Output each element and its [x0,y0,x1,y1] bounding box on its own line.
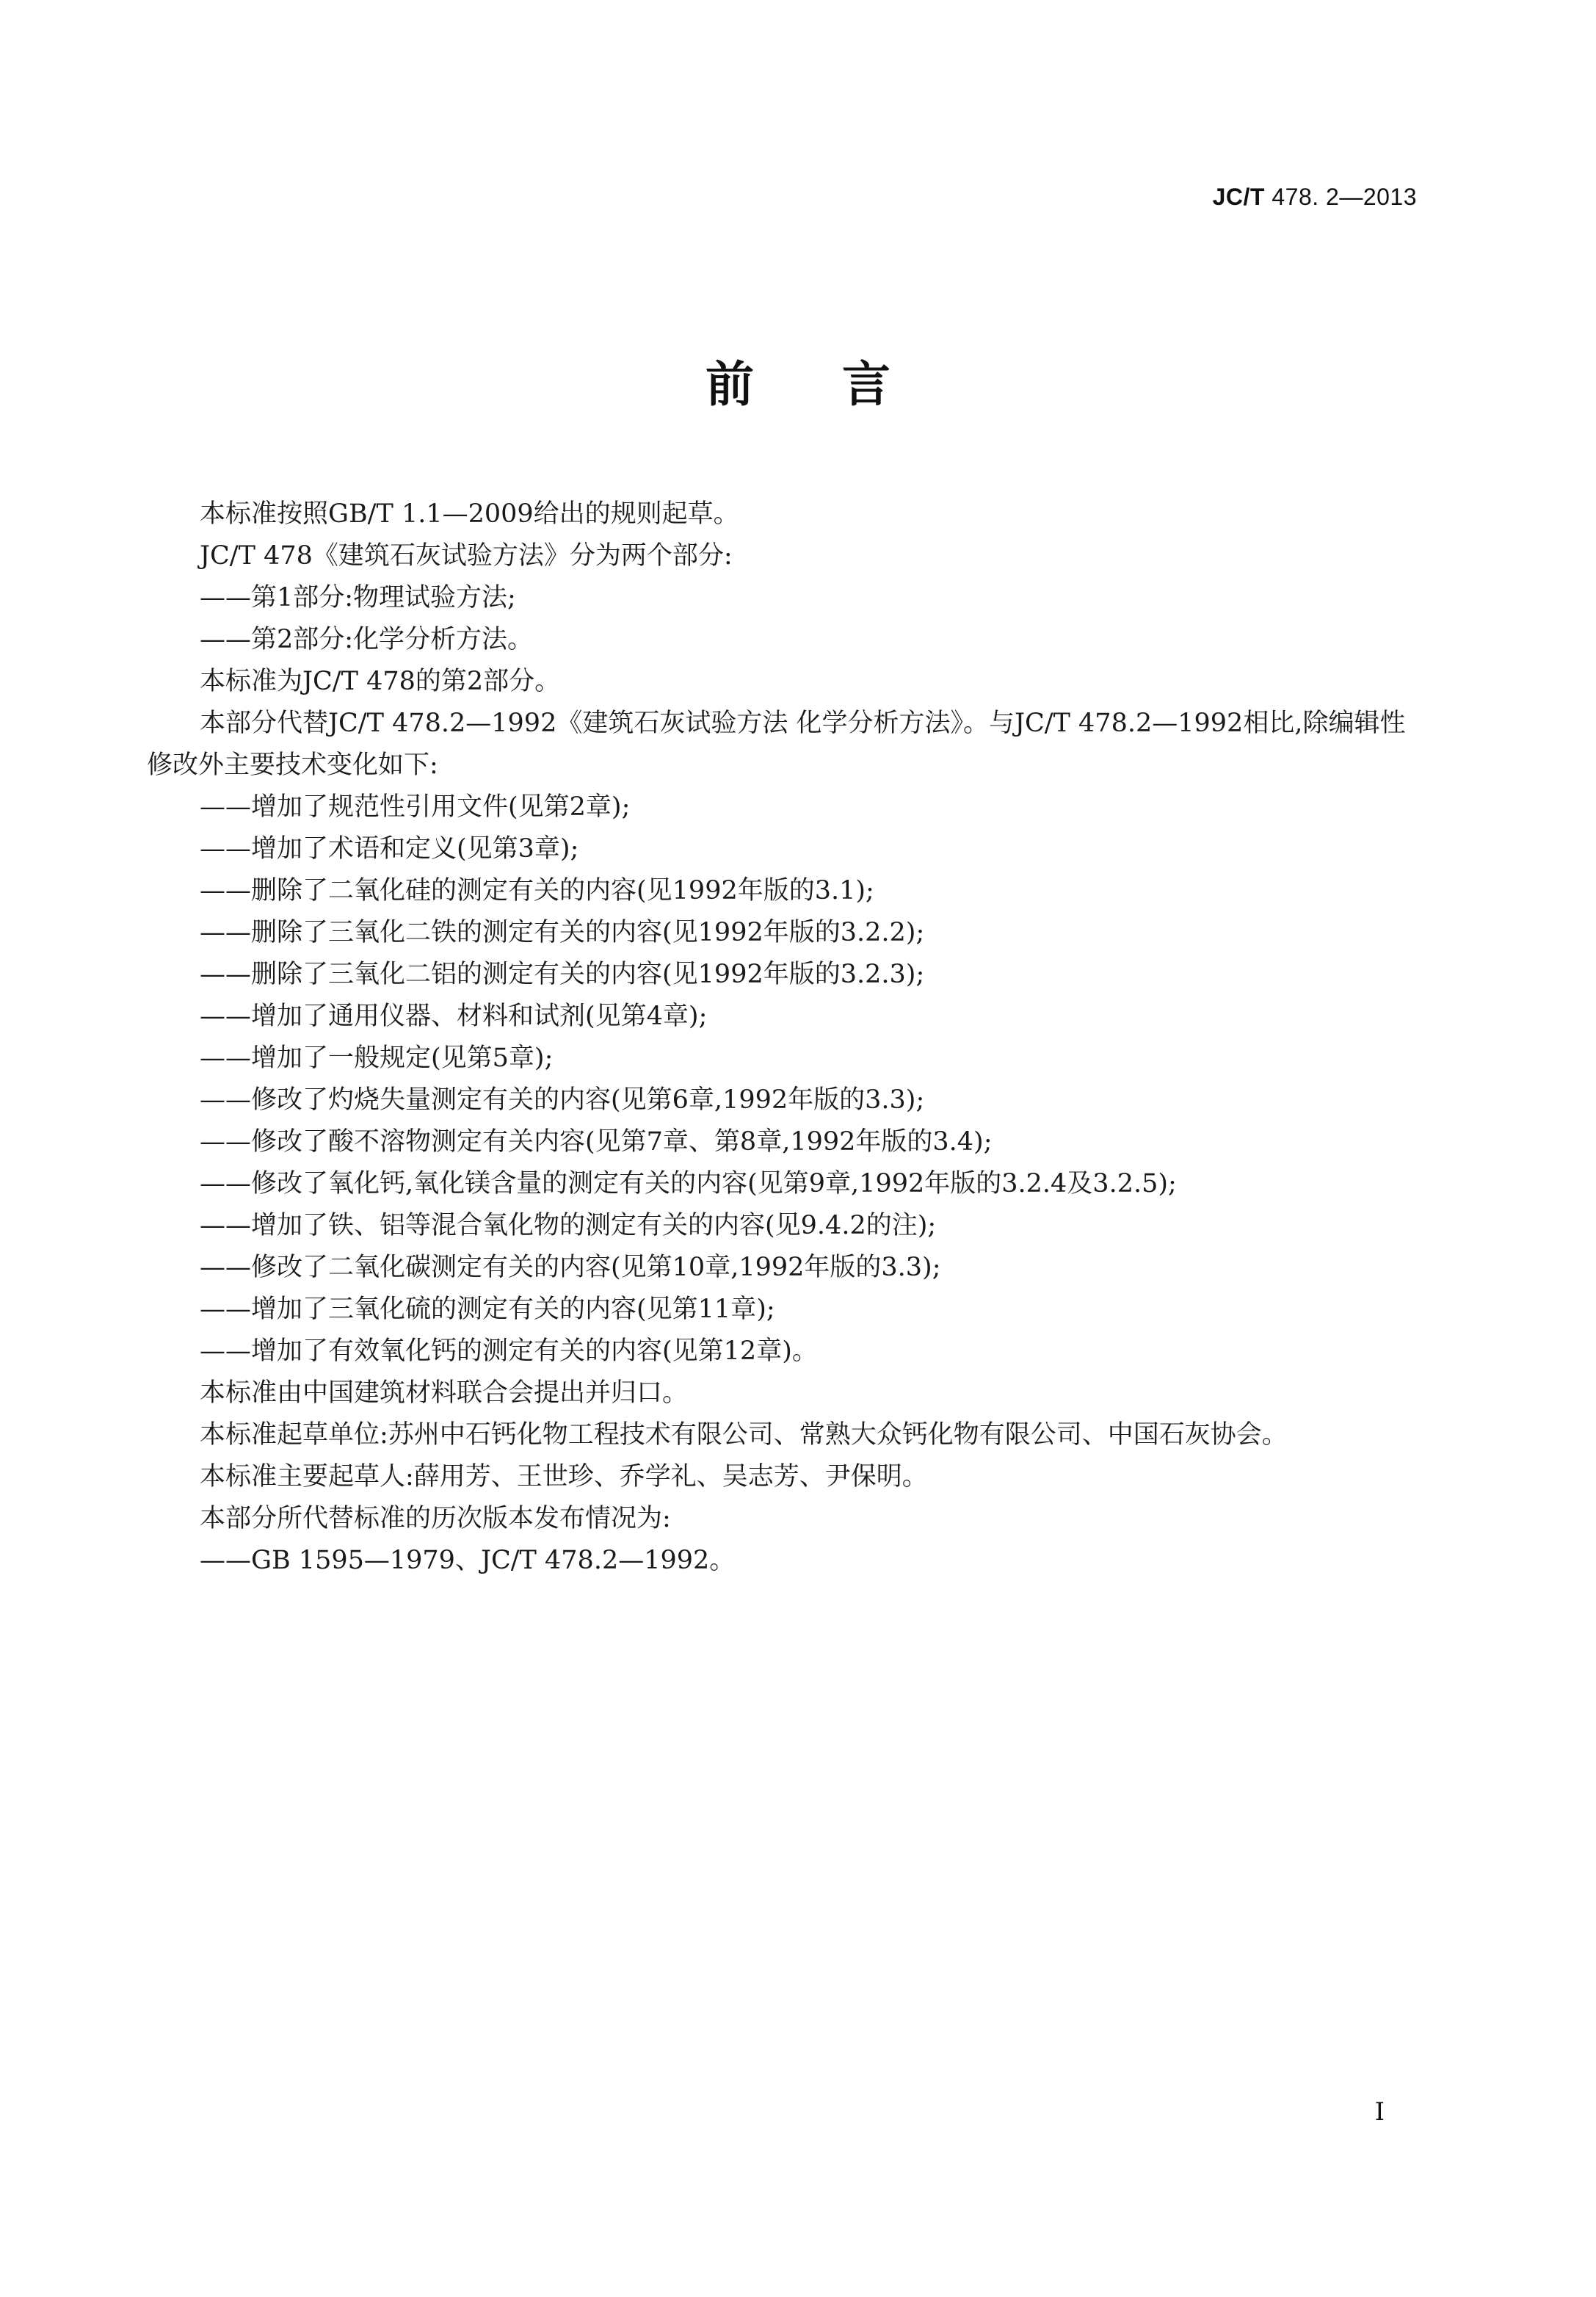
list-item: ——增加了术语和定义(见第3章); [200,834,579,864]
page-number: I [1374,2097,1385,2127]
paragraph: 本标准起草单位:苏州中石钙化物工程技术有限公司、常熟大众钙化物有限公司、中国石灰协会。 [200,1420,1288,1450]
list-item: ——第1部分:物理试验方法; [200,583,516,612]
paragraph: 本标准主要起草人:薛用芳、王世珍、乔学礼、吴志芳、尹保明。 [200,1462,928,1491]
list-item: ——第2部分:化学分析方法。 [200,625,534,654]
paragraph: 本标准由中国建筑材料联合会提出并归口。 [200,1378,689,1408]
page-title: 前言 [705,356,979,413]
standard-code [1213,184,1417,211]
list-item: ——增加了规范性引用文件(见第2章); [200,792,631,822]
list-item: ——增加了有效氧化钙的测定有关的内容(见第12章)。 [200,1336,818,1366]
list-item: ——修改了酸不溶物测定有关内容(见第7章、第8章,1992年版的3.4); [200,1127,993,1157]
list-item: ——删除了三氧化二铁的测定有关的内容(见1992年版的3.2.2); [200,918,925,947]
list-item: ——删除了三氧化二铝的测定有关的内容(见1992年版的3.2.3); [200,960,925,989]
list-item: ——修改了氧化钙,氧化镁含量的测定有关的内容(见第9章,1992年版的3.2.4及3.2.5); [200,1169,1177,1198]
standard-code-suffix: 478. 2—2013 [1264,184,1417,210]
paragraph: 本标准按照GB/T 1.1—2009给出的规则起草。 [200,499,739,529]
list-item: ——删除了二氧化硅的测定有关的内容(见1992年版的3.1); [200,876,874,905]
list-item: ——修改了灼烧失量测定有关的内容(见第6章,1992年版的3.3); [200,1085,925,1115]
paragraph: 本部分所代替标准的历次版本发布情况为: [200,1504,671,1533]
paragraph: 本部分代替JC/T 478.2—1992《建筑石灰试验方法 化学分析方法》。与JC/T 478.2—1992相比,除编辑性修改外主要技术变化如下: [147,709,1406,780]
list-item: ——增加了铁、铝等混合氧化物的测定有关的内容(见9.4.2的注); [200,1211,937,1240]
list-item: ——增加了通用仪器、材料和试剂(见第4章); [200,1002,708,1031]
standard-code-prefix: JC/T [1212,184,1265,210]
paragraph: JC/T 478《建筑石灰试验方法》分为两个部分: [200,541,733,571]
list-item: ——修改了二氧化碳测定有关的内容(见第10章,1992年版的3.3); [200,1253,941,1282]
list-item: ——GB 1595—1979、JC/T 478.2—1992。 [200,1546,736,1575]
foreword-body [147,493,1424,1582]
paragraph: 本标准为JC/T 478的第2部分。 [200,667,561,696]
list-item: ——增加了三氧化硫的测定有关的内容(见第11章); [200,1295,775,1324]
list-item: ——增加了一般规定(见第5章); [200,1043,554,1073]
